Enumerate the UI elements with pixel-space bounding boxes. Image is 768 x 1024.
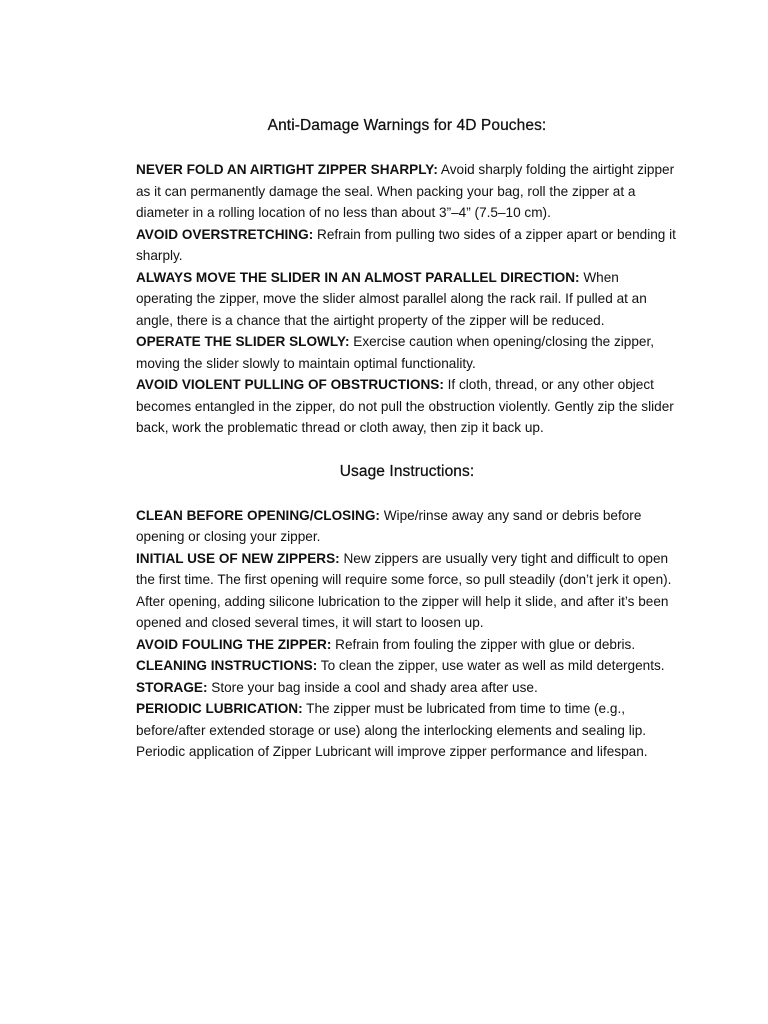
instruction-label: INITIAL USE OF NEW ZIPPERS: xyxy=(136,550,340,566)
instruction-label: STORAGE: xyxy=(136,679,208,695)
instruction-item xyxy=(136,698,678,763)
warning-item xyxy=(136,224,678,267)
instruction-label: CLEAN BEFORE OPENING/CLOSING: xyxy=(136,507,380,523)
instruction-item xyxy=(136,677,678,699)
section-heading-usage: Usage Instructions: xyxy=(339,462,475,480)
warning-text: When operating the zipper, move the slider almost parallel along the rack rail. If pulled at an angle, there is a chance that the airtight property of the zipper will be reduced. xyxy=(136,269,647,328)
warning-item xyxy=(136,159,678,224)
warning-item xyxy=(136,374,678,439)
warning-text: Avoid sharply folding the airtight zipper as it can permanently damage the seal. When packing your bag, roll the zipper at a diameter in a rolling location of no less than about 3”–4” (7.5–10 cm). xyxy=(136,162,675,220)
warning-item xyxy=(136,267,678,332)
instruction-text: Store your bag inside a cool and shady area after use. xyxy=(207,679,538,695)
warning-label: ALWAYS MOVE THE SLIDER IN AN ALMOST PARALLEL DIRECTION: xyxy=(136,269,580,285)
warning-text: Refrain from pulling two sides of a zipper apart or bending it sharply. xyxy=(136,226,676,263)
warning-label: AVOID VIOLENT PULLING OF OBSTRUCTIONS: xyxy=(136,377,444,392)
warning-label: OPERATE THE SLIDER SLOWLY: xyxy=(136,334,350,349)
warning-text: Exercise caution when opening/closing the zipper, moving the slider slowly to maintain optimal functionality. xyxy=(136,334,655,371)
instruction-item xyxy=(136,548,678,634)
instruction-text: The zipper must be lubricated from time to time (e.g., before/after extended storage or use) along the interlocking elements and sealing lip. Periodic application of Zipper Lubricant will improve zipper performance and lifespan. xyxy=(136,701,648,759)
instruction-text: Wipe/rinse away any sand or debris before opening or closing your zipper. xyxy=(136,507,642,544)
section-heading-anti-damage: Anti-Damage Warnings for 4D Pouches: xyxy=(267,117,547,134)
instruction-item xyxy=(136,634,678,656)
warning-label: AVOID OVERSTRETCHING: xyxy=(136,226,314,242)
instruction-label: CLEANING INSTRUCTIONS: xyxy=(136,658,318,673)
warning-label: NEVER FOLD AN AIRTIGHT ZIPPER SHARPLY: xyxy=(136,162,438,177)
warning-item xyxy=(136,331,678,374)
instruction-text: To clean the zipper, use water as well as mild detergents. xyxy=(317,658,665,673)
usage-instructions-section xyxy=(136,505,678,763)
instruction-item xyxy=(136,505,678,548)
document-page xyxy=(136,113,678,763)
warning-text: If cloth, thread, or any other object becomes entangled in the zipper, do not pull the obstruction violently. Gently zip the slider back, work the problematic thread or cloth away, then zip it back up. xyxy=(136,377,674,435)
instruction-item xyxy=(136,655,678,677)
instruction-text: New zippers are usually very tight and difficult to open the first time. The first opening will require some force, so pull steadily (don’t jerk it open). After opening, adding silicone lubrication to the zipper will help it slide, and after it’s been opened and closed several times, it will start to loosen up. xyxy=(136,550,672,630)
instruction-label: AVOID FOULING THE ZIPPER: xyxy=(136,636,332,652)
instruction-text: Refrain from fouling the zipper with glue or debris. xyxy=(331,636,636,652)
instruction-label: PERIODIC LUBRICATION: xyxy=(136,701,303,716)
anti-damage-warnings-section xyxy=(136,159,678,439)
